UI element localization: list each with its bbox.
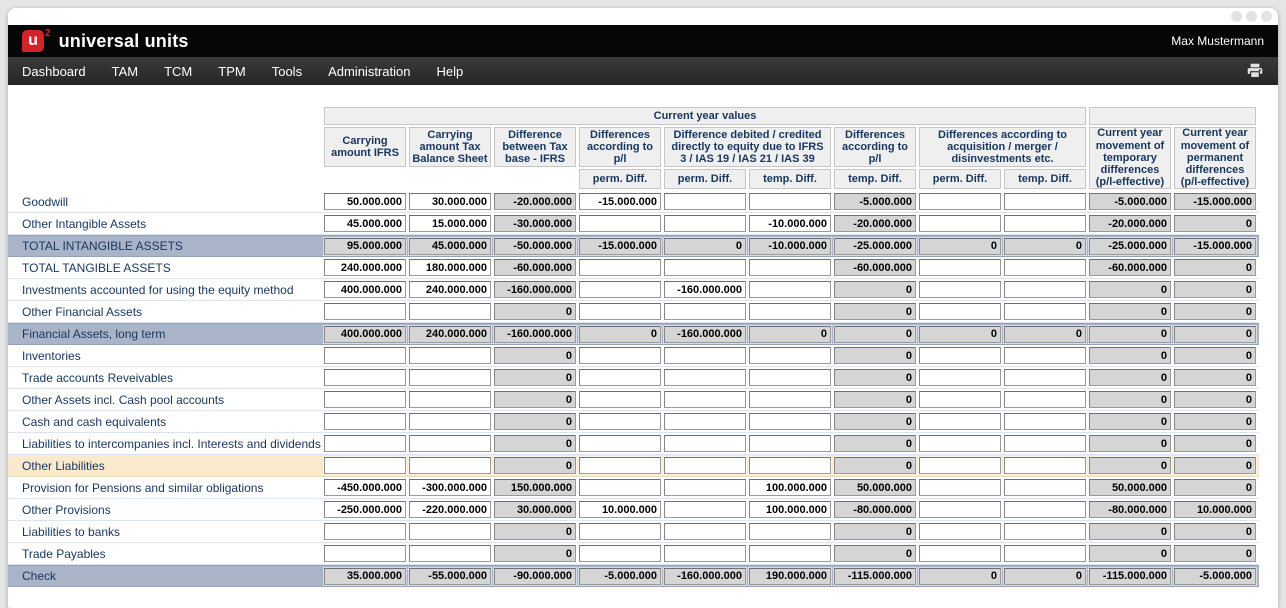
readonly-value-cell [834,193,916,210]
editable-value-cell[interactable] [579,457,661,474]
readonly-value-cell [834,391,916,408]
editable-value-cell[interactable] [409,479,491,496]
nav-item-tools[interactable]: Tools [271,63,303,79]
editable-value-cell[interactable] [919,369,1001,386]
editable-value-cell[interactable] [749,413,831,430]
editable-value-cell[interactable] [749,457,831,474]
readonly-value-cell [1089,281,1171,298]
editable-value-cell[interactable] [749,545,831,562]
col-header-carrying-amount-tax: Carrying amount Tax Balance Sheet [409,127,491,167]
readonly-value-cell [1174,501,1256,518]
readonly-value-cell [494,326,576,343]
row-label: Cash and cash equivalents [22,414,167,429]
readonly-value-cell [1174,568,1256,585]
readonly-value-cell [834,457,916,474]
editable-value-cell[interactable] [919,347,1001,364]
nav-item-help[interactable]: Help [436,63,464,79]
row-label: Liabilities to intercompanies incl. Interests and dividends [22,436,321,451]
table-row [8,257,1259,279]
editable-value-cell[interactable] [919,391,1001,408]
editable-value-cell[interactable] [1004,193,1086,210]
editable-value-cell[interactable] [749,435,831,452]
nav-item-tam[interactable]: TAM [111,63,139,79]
row-label: Liabilities to banks [22,524,121,539]
col-header-difference-tax-base-ifrs: Difference between Tax base - IFRS [494,127,576,167]
readonly-value-cell [494,215,576,232]
editable-value-cell[interactable] [324,435,406,452]
readonly-value-cell [834,568,916,585]
col-header-equity-differences: Difference debited / credited directly to equity due to IFRS 3 / IAS 19 / IAS 21 / IAS 39 [664,127,831,167]
sub-header-temp-diff: temp. Diff. [749,169,831,189]
editable-value-cell[interactable] [324,479,406,496]
table-row [8,367,1259,389]
editable-value-cell[interactable] [324,369,406,386]
row-label: Trade Payables [22,546,106,561]
editable-value-cell[interactable] [579,523,661,540]
readonly-value-cell [1089,326,1171,343]
editable-value-cell[interactable] [409,215,491,232]
readonly-value-cell [749,568,831,585]
readonly-value-cell [1004,568,1086,585]
editable-value-cell[interactable] [579,347,661,364]
editable-value-cell[interactable] [749,347,831,364]
editable-value-cell[interactable] [409,369,491,386]
row-label: TOTAL INTANGIBLE ASSETS [22,239,183,253]
readonly-value-cell [749,238,831,255]
editable-value-cell[interactable] [409,259,491,276]
readonly-value-cell [1174,391,1256,408]
readonly-value-cell [324,326,406,343]
readonly-value-cell [834,479,916,496]
row-label: Check [22,569,57,583]
table-row [8,235,1259,257]
readonly-value-cell [494,347,576,364]
editable-value-cell[interactable] [409,413,491,430]
main-nav [8,57,1278,85]
col-header-differences-pl-perm: Differences according to p/l [579,127,661,167]
row-label: Other Intangible Assets [22,216,147,231]
readonly-value-cell [1089,568,1171,585]
nav-item-tcm[interactable]: TCM [164,63,193,79]
readonly-value-cell [1089,193,1171,210]
readonly-value-cell [834,259,916,276]
table-row [8,499,1259,521]
table-row [8,565,1259,587]
readonly-value-cell [919,568,1001,585]
editable-value-cell[interactable] [324,545,406,562]
editable-value-cell[interactable] [409,391,491,408]
editable-value-cell[interactable] [664,457,746,474]
readonly-value-cell [1174,435,1256,452]
editable-value-cell[interactable] [664,413,746,430]
readonly-value-cell [1089,545,1171,562]
row-label: Financial Assets, long term [22,327,166,341]
readonly-value-cell [919,238,1001,255]
editable-value-cell[interactable] [1004,413,1086,430]
readonly-value-cell [1174,215,1256,232]
table-row [8,323,1259,345]
editable-value-cell[interactable] [579,545,661,562]
editable-value-cell[interactable] [664,545,746,562]
editable-value-cell[interactable] [1004,391,1086,408]
readonly-value-cell [1089,215,1171,232]
readonly-value-cell [1174,413,1256,430]
readonly-value-cell [834,326,916,343]
editable-value-cell[interactable] [749,193,831,210]
readonly-value-cell [1089,259,1171,276]
readonly-value-cell [834,238,916,255]
nav-item-administration[interactable]: Administration [328,63,411,79]
readonly-value-cell [1174,523,1256,540]
editable-value-cell[interactable] [324,501,406,518]
readonly-value-cell [749,326,831,343]
editable-value-cell[interactable] [749,215,831,232]
editable-value-cell[interactable] [324,193,406,210]
table-row [8,477,1259,499]
readonly-value-cell [1089,523,1171,540]
table-row [8,543,1259,565]
readonly-value-cell [494,568,576,585]
editable-value-cell[interactable] [409,457,491,474]
readonly-value-cell [1174,347,1256,364]
editable-value-cell[interactable] [1004,259,1086,276]
readonly-value-cell [494,523,576,540]
window-control-dot[interactable] [1261,11,1272,22]
editable-value-cell[interactable] [919,259,1001,276]
nav-item-dashboard[interactable]: Dashboard [22,63,86,79]
editable-value-cell[interactable] [664,303,746,320]
col-header-carrying-amount-ifrs: Carrying amount IFRS [324,127,406,167]
readonly-value-cell [1004,238,1086,255]
print-button[interactable] [1246,63,1264,79]
table-row [8,389,1259,411]
nav-item-tpm[interactable]: TPM [218,63,246,79]
editable-value-cell[interactable] [409,501,491,518]
editable-value-cell[interactable] [579,215,661,232]
row-label: Other Liabilities [22,458,105,473]
editable-value-cell[interactable] [409,435,491,452]
readonly-value-cell [324,238,406,255]
table-row [8,521,1259,543]
readonly-value-cell [1174,281,1256,298]
editable-value-cell[interactable] [919,281,1001,298]
editable-value-cell[interactable] [664,501,746,518]
readonly-value-cell [834,523,916,540]
readonly-value-cell [1174,457,1256,474]
readonly-value-cell [834,545,916,562]
sub-header-perm-diff: perm. Diff. [664,169,746,189]
readonly-value-cell [1089,413,1171,430]
readonly-value-cell [919,326,1001,343]
row-label: Trade accounts Reveivables [22,370,173,385]
editable-value-cell[interactable] [1004,347,1086,364]
editable-value-cell[interactable] [409,347,491,364]
editable-value-cell[interactable] [749,479,831,496]
row-label: TOTAL TANGIBLE ASSETS [22,260,171,275]
sub-header-perm-diff: perm. Diff. [579,169,661,189]
readonly-value-cell [494,193,576,210]
readonly-value-cell [1089,501,1171,518]
editable-value-cell[interactable] [409,281,491,298]
editable-value-cell[interactable] [579,391,661,408]
readonly-value-cell [834,435,916,452]
sub-header-temp-diff: temp. Diff. [834,169,916,189]
editable-value-cell[interactable] [919,545,1001,562]
readonly-value-cell [579,568,661,585]
readonly-value-cell [1174,369,1256,386]
editable-value-cell[interactable] [664,391,746,408]
window-control-dot[interactable] [1246,11,1257,22]
editable-value-cell[interactable] [579,193,661,210]
row-label: Other Assets incl. Cash pool accounts [22,392,225,407]
editable-value-cell[interactable] [1004,435,1086,452]
editable-value-cell[interactable] [1004,479,1086,496]
readonly-value-cell [1089,238,1171,255]
readonly-value-cell [1174,259,1256,276]
editable-value-cell[interactable] [664,193,746,210]
table-body [8,191,1278,587]
row-label: Investments accounted for using the equity method [22,282,294,297]
readonly-value-cell [1174,303,1256,320]
editable-value-cell[interactable] [324,413,406,430]
tax-balance-table [8,85,1278,587]
editable-value-cell[interactable] [749,391,831,408]
editable-value-cell[interactable] [324,259,406,276]
editable-value-cell[interactable] [324,391,406,408]
editable-value-cell[interactable] [749,303,831,320]
readonly-value-cell [494,413,576,430]
editable-value-cell[interactable] [664,523,746,540]
editable-value-cell[interactable] [579,281,661,298]
editable-value-cell[interactable] [919,523,1001,540]
readonly-value-cell [834,501,916,518]
table-row [8,213,1259,235]
readonly-value-cell [1004,326,1086,343]
editable-value-cell[interactable] [664,259,746,276]
editable-value-cell[interactable] [749,501,831,518]
readonly-value-cell [409,568,491,585]
row-label: Other Provisions [22,502,111,517]
readonly-value-cell [834,413,916,430]
readonly-value-cell [494,281,576,298]
readonly-value-cell [664,568,746,585]
readonly-value-cell [494,259,576,276]
editable-value-cell[interactable] [664,369,746,386]
current-user-name: Max Mustermann [1171,34,1264,48]
readonly-value-cell [494,545,576,562]
logo-letter: u [28,32,38,49]
table-row [8,301,1259,323]
readonly-value-cell [834,303,916,320]
editable-value-cell[interactable] [579,435,661,452]
editable-value-cell[interactable] [579,303,661,320]
col-header-movement-temporary: Current year movement of temporary differences (p/l-effective) [1089,127,1171,189]
editable-value-cell[interactable] [664,479,746,496]
readonly-value-cell [1174,479,1256,496]
window-control-dot[interactable] [1231,11,1242,22]
readonly-value-cell [664,326,746,343]
editable-value-cell[interactable] [664,347,746,364]
editable-value-cell[interactable] [749,369,831,386]
editable-value-cell[interactable] [919,303,1001,320]
row-label: Provision for Pensions and similar obligations [22,480,264,495]
editable-value-cell[interactable] [409,523,491,540]
editable-value-cell[interactable] [664,435,746,452]
editable-value-cell[interactable] [919,413,1001,430]
brand-name: universal units [58,30,189,51]
readonly-value-cell [494,501,576,518]
editable-value-cell[interactable] [409,303,491,320]
editable-value-cell[interactable] [579,369,661,386]
editable-value-cell[interactable] [579,413,661,430]
editable-value-cell[interactable] [1004,369,1086,386]
editable-value-cell[interactable] [919,193,1001,210]
readonly-value-cell [1174,238,1256,255]
editable-value-cell[interactable] [1004,215,1086,232]
printer-icon [1246,63,1264,79]
app-header [8,25,1278,57]
readonly-value-cell [494,457,576,474]
readonly-value-cell [1174,193,1256,210]
row-label: Inventories [22,348,81,363]
row-label: Goodwill [22,194,69,209]
table-row [8,455,1259,477]
editable-value-cell[interactable] [919,215,1001,232]
editable-value-cell[interactable] [324,457,406,474]
editable-value-cell[interactable] [1004,523,1086,540]
readonly-value-cell [1089,435,1171,452]
editable-value-cell[interactable] [1004,457,1086,474]
readonly-value-cell [1089,391,1171,408]
editable-value-cell[interactable] [919,457,1001,474]
sub-header-temp-diff: temp. Diff. [1004,169,1086,189]
readonly-value-cell [1174,326,1256,343]
readonly-value-cell [494,303,576,320]
readonly-value-cell [1089,369,1171,386]
app-window [8,8,1278,608]
readonly-value-cell [1089,303,1171,320]
table-row [8,433,1259,455]
readonly-value-cell [409,326,491,343]
readonly-value-cell [494,238,576,255]
window-chrome [8,8,1278,25]
editable-value-cell[interactable] [409,193,491,210]
readonly-value-cell [494,369,576,386]
table-row [8,345,1259,367]
editable-value-cell[interactable] [1004,281,1086,298]
table-row [8,411,1259,433]
group-header-empty [1089,107,1256,125]
col-header-acquisition-differences: Differences according to acquisition / merger / disinvestments etc. [919,127,1086,167]
editable-value-cell[interactable] [664,215,746,232]
readonly-value-cell [579,238,661,255]
editable-value-cell[interactable] [749,523,831,540]
readonly-value-cell [324,568,406,585]
sub-header-perm-diff: perm. Diff. [919,169,1001,189]
editable-value-cell[interactable] [664,281,746,298]
editable-value-cell[interactable] [919,435,1001,452]
readonly-value-cell [579,326,661,343]
readonly-value-cell [494,435,576,452]
readonly-value-cell [834,281,916,298]
readonly-value-cell [1089,457,1171,474]
editable-value-cell[interactable] [579,479,661,496]
editable-value-cell[interactable] [919,501,1001,518]
editable-value-cell[interactable] [1004,545,1086,562]
readonly-value-cell [1089,347,1171,364]
editable-value-cell[interactable] [579,259,661,276]
readonly-value-cell [494,479,576,496]
readonly-value-cell [834,369,916,386]
brand-logo [22,30,44,52]
readonly-value-cell [1089,479,1171,496]
editable-value-cell[interactable] [324,347,406,364]
editable-value-cell[interactable] [579,501,661,518]
editable-value-cell[interactable] [324,215,406,232]
table-row [8,279,1259,301]
editable-value-cell[interactable] [919,479,1001,496]
col-header-differences-pl-temp: Differences according to p/l [834,127,916,167]
readonly-value-cell [834,347,916,364]
readonly-value-cell [494,391,576,408]
editable-value-cell[interactable] [749,281,831,298]
editable-value-cell[interactable] [409,545,491,562]
editable-value-cell[interactable] [1004,501,1086,518]
col-header-movement-permanent: Current year movement of permanent differences (p/l-effective) [1174,127,1256,189]
logo-superscript: 2 [45,27,51,39]
readonly-value-cell [409,238,491,255]
editable-value-cell[interactable] [749,259,831,276]
editable-value-cell[interactable] [324,303,406,320]
editable-value-cell[interactable] [324,523,406,540]
editable-value-cell[interactable] [1004,303,1086,320]
editable-value-cell[interactable] [324,281,406,298]
readonly-value-cell [1174,545,1256,562]
row-label: Other Financial Assets [22,304,143,319]
readonly-value-cell [834,215,916,232]
readonly-value-cell [664,238,746,255]
table-header [324,107,1256,189]
table-row [8,191,1259,213]
group-header-current-year-values: Current year values [324,107,1086,125]
